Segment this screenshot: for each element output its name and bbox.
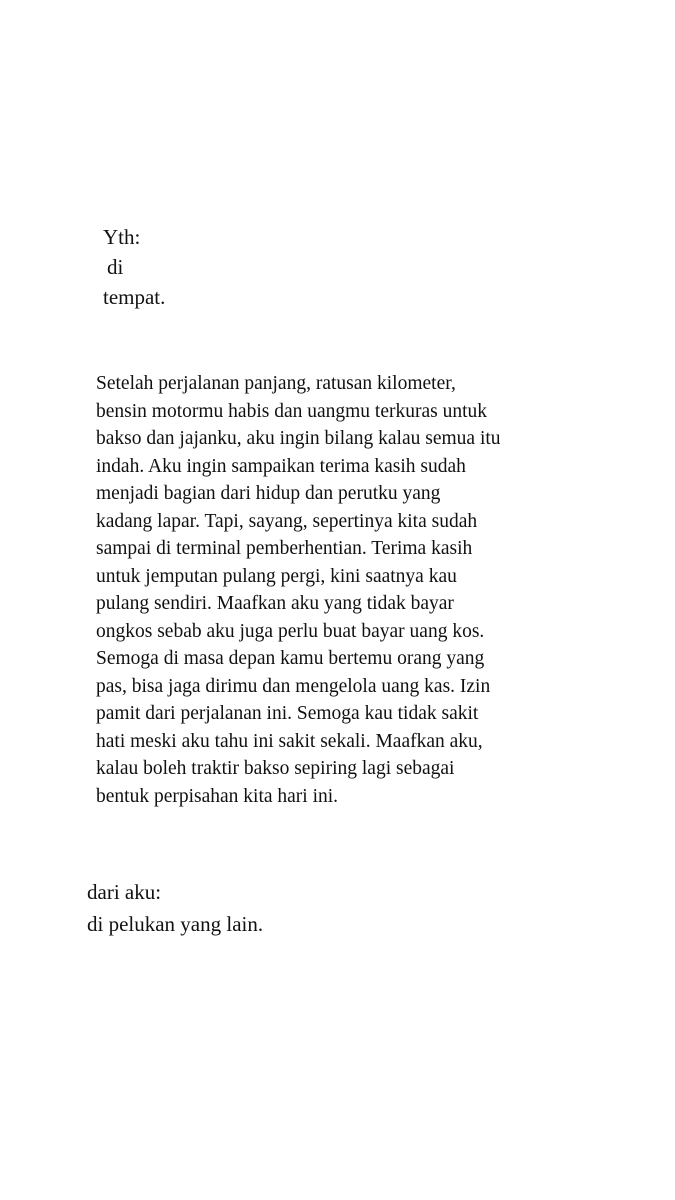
signoff-block <box>87 876 263 940</box>
body-line: pas, bisa jaga dirimu dan mengelola uang kas. Izin <box>96 675 491 697</box>
letter-body <box>96 370 616 810</box>
body-line: bakso dan jajanku, aku ingin bilang kalau semua itu <box>96 428 501 449</box>
body-line: menjadi bagian dari hidup dan perutku yang <box>96 483 441 504</box>
body-line: kalau boleh traktir bakso sepiring lagi sebagai <box>96 758 455 779</box>
body-line: pamit dari perjalanan ini. Semoga kau tidak sakit <box>96 703 479 724</box>
body-line: pulang sendiri. Maafkan aku yang tidak bayar <box>96 593 454 614</box>
addressee-line: Yth: <box>103 225 141 249</box>
body-line: bentuk perpisahan kita hari ini. <box>96 785 339 807</box>
signoff-line: dari aku: <box>87 880 162 904</box>
body-line: bensin motormu habis dan uangmu terkuras untuk <box>96 400 488 422</box>
addressee-line: tempat. <box>103 285 166 309</box>
body-line: kadang lapar. Tapi, sayang, sepertinya kita sudah <box>96 510 478 532</box>
signoff-line: di pelukan yang lain. <box>87 912 264 936</box>
body-line: indah. Aku ingin sampaikan terima kasih sudah <box>96 455 466 477</box>
addressee-block <box>103 222 165 312</box>
addressee-line: di <box>107 255 124 279</box>
body-line: ongkos sebab aku juga perlu buat bayar uang kos. <box>96 620 485 642</box>
body-line: Setelah perjalanan panjang, ratusan kilometer, <box>96 373 456 394</box>
body-line: hati meski aku tahu ini sakit sekali. Maafkan aku, <box>96 730 483 752</box>
body-line: Semoga di masa depan kamu bertemu orang yang <box>96 648 485 669</box>
body-line: sampai di terminal pemberhentian. Terima kasih <box>96 538 473 559</box>
body-line: untuk jemputan pulang pergi, kini saatnya kau <box>96 565 457 587</box>
